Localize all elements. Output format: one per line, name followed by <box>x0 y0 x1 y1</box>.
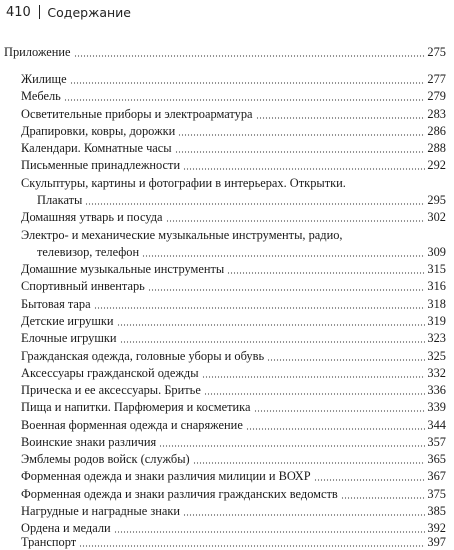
toc-entry-toys[interactable] <box>21 314 446 329</box>
toc-entry-home-instruments[interactable] <box>21 262 446 277</box>
leader-dots <box>175 151 426 153</box>
toc-entry-label: Мебель <box>21 89 61 103</box>
leader-dots <box>254 410 426 412</box>
toc-entry-label: Жилище <box>21 72 67 86</box>
toc-entry-emblems[interactable] <box>21 452 446 467</box>
toc-entry-page: 288 <box>427 141 446 155</box>
toc-entry-military-uniform[interactable] <box>21 418 446 433</box>
toc-entry-label: Домашняя утварь и посуда <box>21 210 163 224</box>
toc-entry-label: Драпировки, ковры, дорожки <box>21 124 176 138</box>
toc-entry-electro[interactable] <box>37 245 446 260</box>
toc-entry-label: Елочные игрушки <box>21 331 117 345</box>
toc-entry-label: Гражданская одежда, головные уборы и обувь <box>21 349 265 363</box>
toc-entry-label: Календари. Комнатные часы <box>21 141 172 155</box>
toc-entry-label: Пища и напитки. Парфюмерия и косметика <box>21 400 251 414</box>
toc-entry-label: Письменные принадлежности <box>21 158 181 172</box>
toc-entry-page: 365 <box>427 452 446 466</box>
leader-dots <box>314 479 426 481</box>
toc-entry-containers[interactable] <box>21 297 446 312</box>
toc-entry-stationery[interactable] <box>21 158 446 173</box>
leader-dots <box>64 99 426 101</box>
toc-entry-page: 275 <box>427 45 446 59</box>
toc-entry-page: 325 <box>427 349 446 363</box>
toc-entry-page: 367 <box>427 469 446 483</box>
toc-entry-civil-agencies[interactable] <box>21 487 446 502</box>
toc-entry-orders[interactable] <box>21 521 446 536</box>
leader-dots <box>178 134 425 136</box>
leader-dots <box>183 168 425 170</box>
toc-entry-label: Домашние музыкальные инструменты <box>21 262 225 276</box>
toc-entry-label: Форменная одежда и знаки различия милиции и ВОХР <box>21 469 311 483</box>
toc-entry-label: Эмблемы родов войск (службы) <box>21 452 190 466</box>
toc-entry-page: 295 <box>427 193 446 207</box>
leader-dots <box>227 272 425 274</box>
leader-dots <box>117 324 426 326</box>
leader-dots <box>204 393 426 395</box>
toc-entry-page: 316 <box>427 279 446 293</box>
toc-entry-page: 279 <box>427 89 446 103</box>
toc-entry-page: 323 <box>427 331 446 345</box>
toc-entry-label: Плакаты <box>37 193 83 207</box>
toc-entry-page: 339 <box>427 400 446 414</box>
toc-entry-page: 292 <box>427 158 446 172</box>
toc-entry-utensils[interactable] <box>21 210 446 225</box>
toc-entry-label: Транспорт <box>21 535 77 549</box>
toc-entry-label: Прическа и ее аксессуары. Бритье <box>21 383 201 397</box>
leader-dots <box>159 445 425 447</box>
toc-entry-sculptures-line1: Скульптуры, картины и фотографии в интерьерах. Открытки. <box>21 176 346 190</box>
header-section-title: Содержание <box>47 4 131 20</box>
running-head <box>6 3 131 21</box>
toc-entry-transport[interactable] <box>21 535 446 550</box>
toc-entry-label: Спортивный инвентарь <box>21 279 145 293</box>
leader-dots <box>246 428 426 430</box>
toc-entry-label: телевизор, телефон <box>37 245 140 259</box>
toc-entry-appendix[interactable] <box>4 45 446 60</box>
toc-entry-label: Детские игрушки <box>21 314 114 328</box>
toc-entry-page: 375 <box>427 487 446 501</box>
toc-entry-sculptures[interactable] <box>37 193 446 208</box>
toc-entry-military-insignia[interactable] <box>21 435 446 450</box>
leader-dots <box>120 341 426 343</box>
leader-dots <box>114 531 426 533</box>
toc-entry-page: 336 <box>427 383 446 397</box>
toc-entry-label: Осветительные приборы и электроарматура <box>21 107 253 121</box>
leader-dots <box>341 497 426 499</box>
toc-entry-label: Нагрудные и наградные знаки <box>21 504 181 518</box>
toc-entry-page: 392 <box>427 521 446 535</box>
leader-dots <box>193 462 426 464</box>
toc-entry-militia-uniform[interactable] <box>21 469 446 484</box>
toc-entry-label: Приложение <box>4 45 71 59</box>
header-divider <box>39 5 41 19</box>
toc-entry-label: Воинские знаки различия <box>21 435 157 449</box>
toc-entry-page: 318 <box>427 297 446 311</box>
toc-entry-page: 309 <box>427 245 446 259</box>
toc-entry-page: 302 <box>427 210 446 224</box>
leader-dots <box>79 545 425 547</box>
leader-dots <box>70 82 426 84</box>
toc-entry-ornaments[interactable] <box>21 331 446 346</box>
toc-entry-page: 332 <box>427 366 446 380</box>
toc-entry-page: 315 <box>427 262 446 276</box>
toc-entry-civil-clothing[interactable] <box>21 349 446 364</box>
toc-entry-hairstyle[interactable] <box>21 383 446 398</box>
toc-entry-label: Бытовая тара <box>21 297 91 311</box>
toc-entry-housing[interactable] <box>21 72 446 87</box>
leader-dots <box>142 255 425 257</box>
toc-entry-badges[interactable] <box>21 504 446 519</box>
leader-dots <box>267 359 425 361</box>
toc-entry-food[interactable] <box>21 400 446 415</box>
toc-entry-page: 277 <box>427 72 446 86</box>
toc-entry-label: Ордена и медали <box>21 521 111 535</box>
leader-dots <box>94 307 426 309</box>
toc-entry-page: 283 <box>427 107 446 121</box>
leader-dots <box>166 220 426 222</box>
header-page-number: 410 <box>6 4 31 20</box>
toc-entry-label: Аксессуары гражданской одежды <box>21 366 199 380</box>
leader-dots <box>202 376 426 378</box>
toc-entry-page: 357 <box>427 435 446 449</box>
toc-entry-label: Форменная одежда и знаки различия гражданских ведомств <box>21 487 338 501</box>
toc-entry-page: 344 <box>427 418 446 432</box>
toc-entry-electro-line1: Электро- и механические музыкальные инструменты, радио, <box>21 228 343 242</box>
toc-entry-page: 319 <box>427 314 446 328</box>
toc-entry-page: 385 <box>427 504 446 518</box>
leader-dots <box>148 289 426 291</box>
leader-dots <box>256 117 426 119</box>
toc-entry-page: 397 <box>427 535 446 549</box>
toc-entry-calendars[interactable] <box>21 141 446 156</box>
toc-entry-furniture[interactable] <box>21 89 446 104</box>
leader-dots <box>183 514 425 516</box>
toc-entry-page: 286 <box>427 124 446 138</box>
toc-entry-lighting[interactable] <box>21 107 446 122</box>
leader-dots <box>74 55 426 57</box>
toc-entry-label: Военная форменная одежда и снаряжение <box>21 418 243 432</box>
leader-dots <box>85 203 425 205</box>
toc-entry-sports[interactable] <box>21 279 446 294</box>
toc-entry-accessories[interactable] <box>21 366 446 381</box>
toc-entry-drapery[interactable] <box>21 124 446 139</box>
